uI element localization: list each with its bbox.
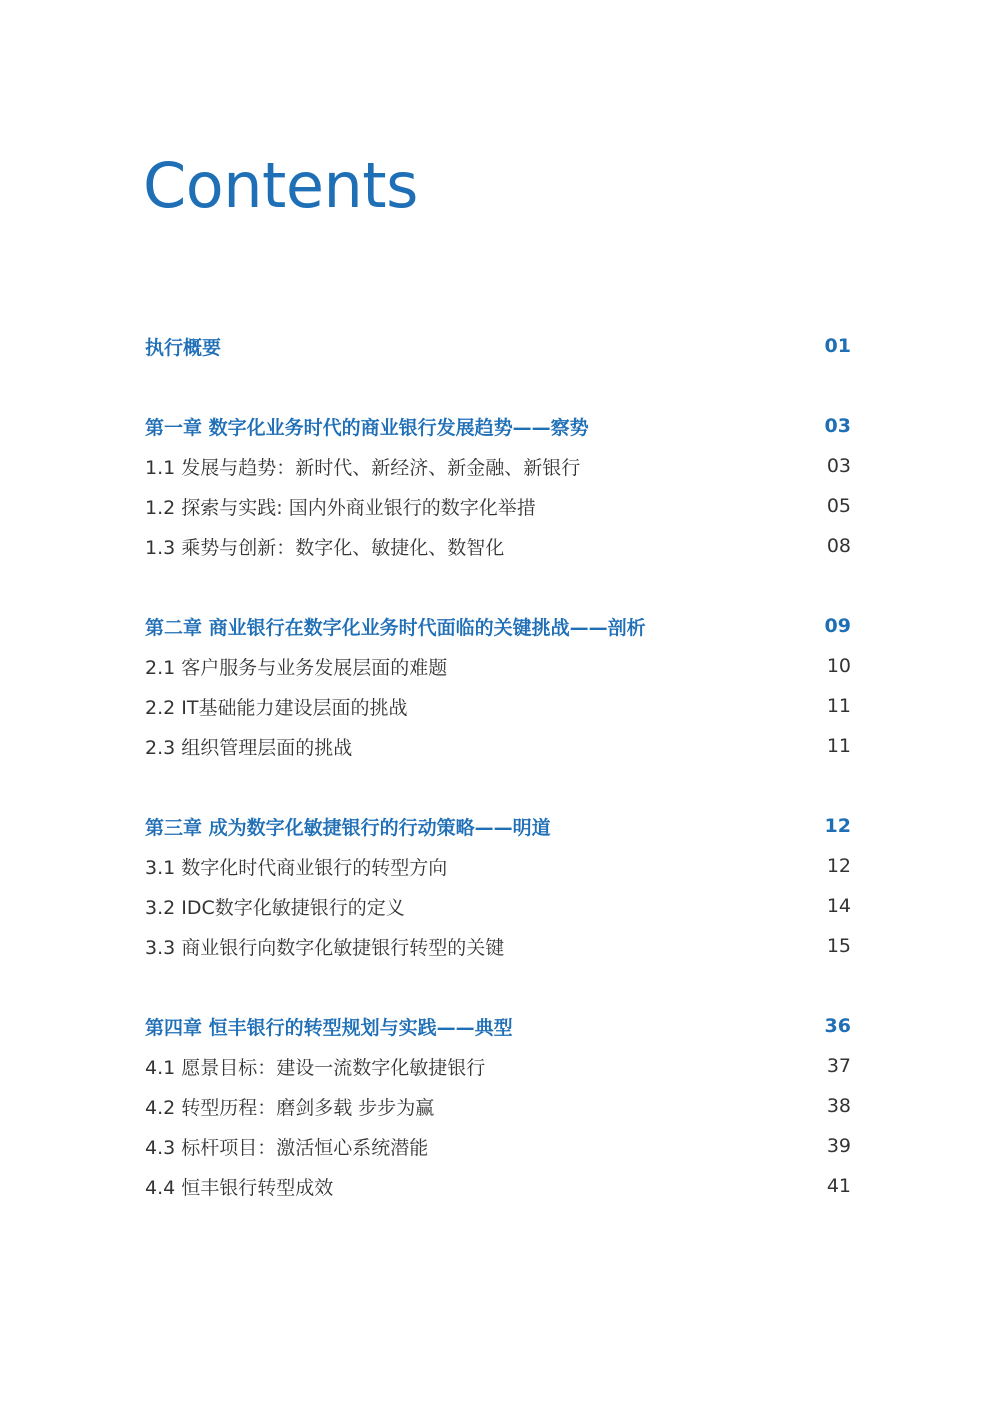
toc-section-page-number: 15 bbox=[826, 935, 851, 957]
toc-section-label: 4.4 恒丰银行转型成效 bbox=[145, 1176, 334, 1199]
toc-section-label: 2.3 组织管理层面的挑战 bbox=[145, 736, 353, 759]
toc-section-label: 2.2 IT基础能力建设层面的挑战 bbox=[145, 696, 408, 719]
toc-chapter-label: 第一章 数字化业务时代的商业银行发展趋势——察势 bbox=[145, 416, 589, 439]
page-title: Contents bbox=[143, 149, 418, 222]
toc-chapter-page-number: 03 bbox=[824, 415, 851, 437]
toc-section-label: 4.2 转型历程：磨剑多载 步步为赢 bbox=[145, 1096, 435, 1119]
toc-section-page-number: 12 bbox=[826, 855, 851, 877]
toc-section-page-number: 39 bbox=[826, 1135, 851, 1157]
toc-section-4-1[interactable] bbox=[145, 1046, 851, 1086]
toc-section-page-number: 41 bbox=[826, 1175, 851, 1197]
toc-section-label: 1.1 发展与趋势：新时代、新经济、新金融、新银行 bbox=[145, 456, 581, 479]
toc-section-page-number: 11 bbox=[826, 735, 851, 757]
toc-section-label: 3.3 商业银行向数字化敏捷银行转型的关键 bbox=[145, 936, 505, 959]
toc-section-2-1[interactable] bbox=[145, 646, 851, 686]
toc-chapter-page-number: 09 bbox=[824, 615, 851, 637]
toc-chapter-3-section bbox=[145, 806, 851, 966]
toc-section-4-4[interactable] bbox=[145, 1166, 851, 1206]
toc-chapter-3[interactable] bbox=[145, 806, 851, 846]
toc-chapter-label: 第二章 商业银行在数字化业务时代面临的关键挑战——剖析 bbox=[145, 616, 646, 639]
toc-chapter-label: 第四章 恒丰银行的转型规划与实践——典型 bbox=[145, 1016, 513, 1039]
toc-chapter-label: 第三章 成为数字化敏捷银行的行动策略——明道 bbox=[145, 816, 551, 839]
toc-section-page-number: 08 bbox=[826, 535, 851, 557]
toc-section-1-3[interactable] bbox=[145, 526, 851, 566]
toc-section-page-number: 38 bbox=[826, 1095, 851, 1117]
toc-chapter-page-number: 12 bbox=[824, 815, 851, 837]
toc-section-label: 1.3 乘势与创新：数字化、敏捷化、数智化 bbox=[145, 536, 505, 559]
toc-section-2-3[interactable] bbox=[145, 726, 851, 766]
toc-section-label: 4.1 愿景目标：建设一流数字化敏捷银行 bbox=[145, 1056, 486, 1079]
toc-section-label: 3.2 IDC数字化敏捷银行的定义 bbox=[145, 896, 405, 919]
toc-section-page-number: 11 bbox=[826, 695, 851, 717]
toc-section-1-1[interactable] bbox=[145, 446, 851, 486]
toc-section-1-2[interactable] bbox=[145, 486, 851, 526]
toc-chapter-page-number: 36 bbox=[824, 1015, 851, 1037]
toc-summary-section bbox=[145, 326, 851, 366]
toc-section-page-number: 37 bbox=[826, 1055, 851, 1077]
toc-section-label: 4.3 标杆项目：激活恒心系统潜能 bbox=[145, 1136, 429, 1159]
toc-section-page-number: 14 bbox=[826, 895, 851, 917]
toc-section-page-number: 03 bbox=[826, 455, 851, 477]
toc-section-label: 3.1 数字化时代商业银行的转型方向 bbox=[145, 856, 448, 879]
toc-section-label: 2.1 客户服务与业务发展层面的难题 bbox=[145, 656, 448, 679]
toc-chapter-4[interactable] bbox=[145, 1006, 851, 1046]
toc-section-3-1[interactable] bbox=[145, 846, 851, 886]
toc-section-page-number: 05 bbox=[826, 495, 851, 517]
toc-section-4-2[interactable] bbox=[145, 1086, 851, 1126]
toc-entry-page-number: 01 bbox=[824, 335, 851, 357]
toc-chapter-4-section bbox=[145, 1006, 851, 1206]
toc-chapter-2[interactable] bbox=[145, 606, 851, 646]
toc-chapter-2-section bbox=[145, 606, 851, 766]
table-of-contents bbox=[145, 326, 851, 1246]
toc-section-label: 1.2 探索与实践: 国内外商业银行的数字化举措 bbox=[145, 496, 536, 519]
toc-chapter-1-section bbox=[145, 406, 851, 566]
toc-chapter-1[interactable] bbox=[145, 406, 851, 446]
toc-entry-label: 执行概要 bbox=[145, 336, 222, 359]
toc-section-3-2[interactable] bbox=[145, 886, 851, 926]
toc-section-4-3[interactable] bbox=[145, 1126, 851, 1166]
toc-section-page-number: 10 bbox=[826, 655, 851, 677]
toc-section-2-2[interactable] bbox=[145, 686, 851, 726]
toc-section-3-3[interactable] bbox=[145, 926, 851, 966]
toc-entry-summary[interactable] bbox=[145, 326, 851, 366]
